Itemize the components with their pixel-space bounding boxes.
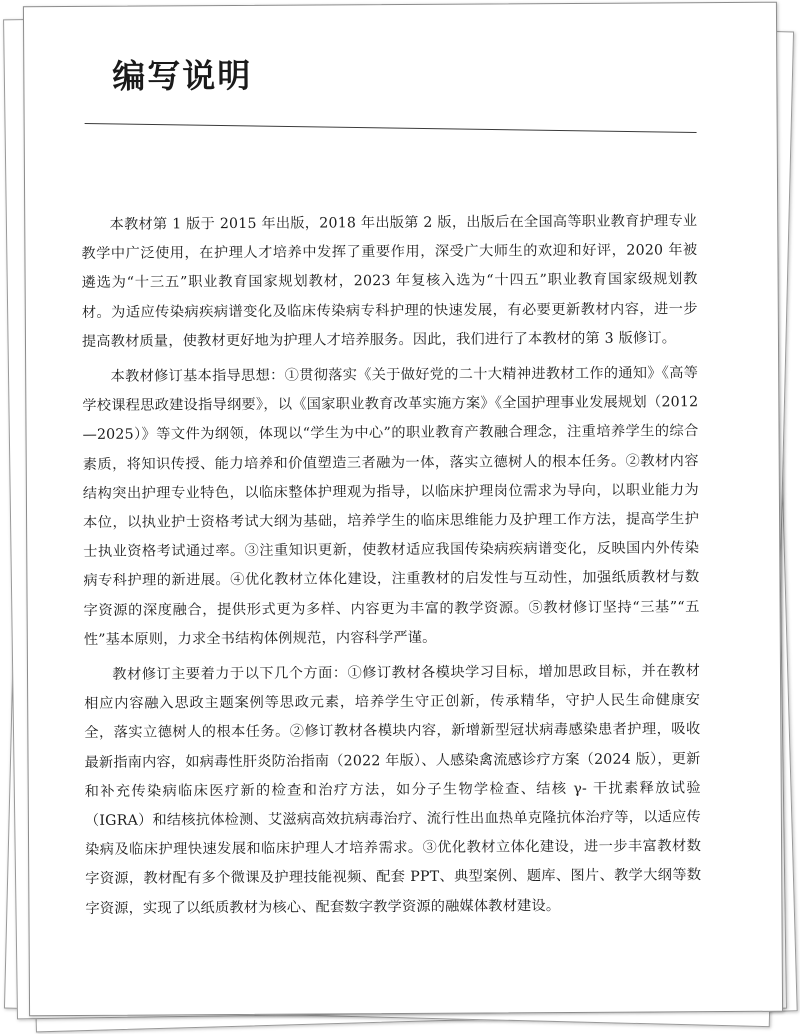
- paragraph-guiding-principles: 本教材修订基本指导思想：①贯彻落实《关于做好党的二十大精神进教材工作的通知》《高等学校课程思政建设指导纲要》，以《国家职业教育改革实施方案》《全国护理事业发展规划（2012—2025）》等文件为纲领，体现以“学生为中心”的职业教育产教融合理念，注重培养学生的综合素质，将知识传授、能力培养和价值塑造三者融为一体，落实立德树人的根本任务。②教材内容结构突出护理专业特色，以临床整体护理观为指导，以临床护理岗位需求为导向，以职业能力为本位，以执业护士资格考试大纲为基础，培养学生的临床思维能力及护理工作方法，提高学生护士执业资格考试通过率。③注重知识更新，使教材适应我国传染病疾病谱变化，反映国内外传染病专科护理的新进展。④优化教材立体化建设，注重教材的启发性与互动性，加强纸质教材与数字资源的深度融合，提供形式更为多样、内容更为丰富的教学资源。⑤教材修订坚持“三基”“五性”基本原则，力求全书结构体例规范，内容科学严谨。: [82, 365, 700, 648]
- page-title: 编写说明: [112, 55, 253, 96]
- paragraph-revision-focus: 教材修订主要着力于以下几个方面：①修订教材各模块学习目标，增加思政目标，并在教材相应内容融入思政主题案例等思政元素，培养学生守正创新，传承精华，守护人民生命健康安全，落实立德树人的根本任务。②修订教材各模块内容，新增新型冠状病毒感染患者护理，吸收最新指南内容，如病毒性肝炎防治指南（2022 年版）、人感染禽流感诊疗方案（2024 版），更新和补充传染病临床医疗新的检查和治疗方法，如分子生物学检查、结核 γ- 干扰素释放试验（IGRA）和结核抗体检测、艾滋病高效抗病毒治疗、流行性出血热单克隆抗体治疗等，以适应传染病及临床护理快速发展和临床护理人才培养需求。③优化教材立体化建设，进一步丰富教材数字资源，教材配有多个微课及护理技能视频、配套 PPT、典型案例、题库、图片、教学大纲等数字资源，实现了以纸质教材为核心、配套数字教学资源的融媒体教材建设。: [84, 663, 702, 917]
- document-body: [81, 207, 701, 930]
- paragraph-edition-history: 本教材第 1 版于 2015 年出版，2018 年出版第 2 版，出版后在全国高等职业教育护理专业教学中广泛使用，在护理人才培养中发挥了重要作用，深受广大师生的欢迎和好评，2020 年被遴选为“十三五”职业教育国家规划教材，2023 年复核入选为“十四五”职业教育国家级规划教材。为适应传染病疾病谱变化及临床传染病专科护理的快速发展，有必要更新教材内容，进一步提高教材质量，使教材更好地为护理人才培养服务。因此，我们进行了本教材的第 3 版修订。: [81, 213, 698, 350]
- document-page: [23, 2, 783, 1017]
- title-underline: [85, 123, 697, 133]
